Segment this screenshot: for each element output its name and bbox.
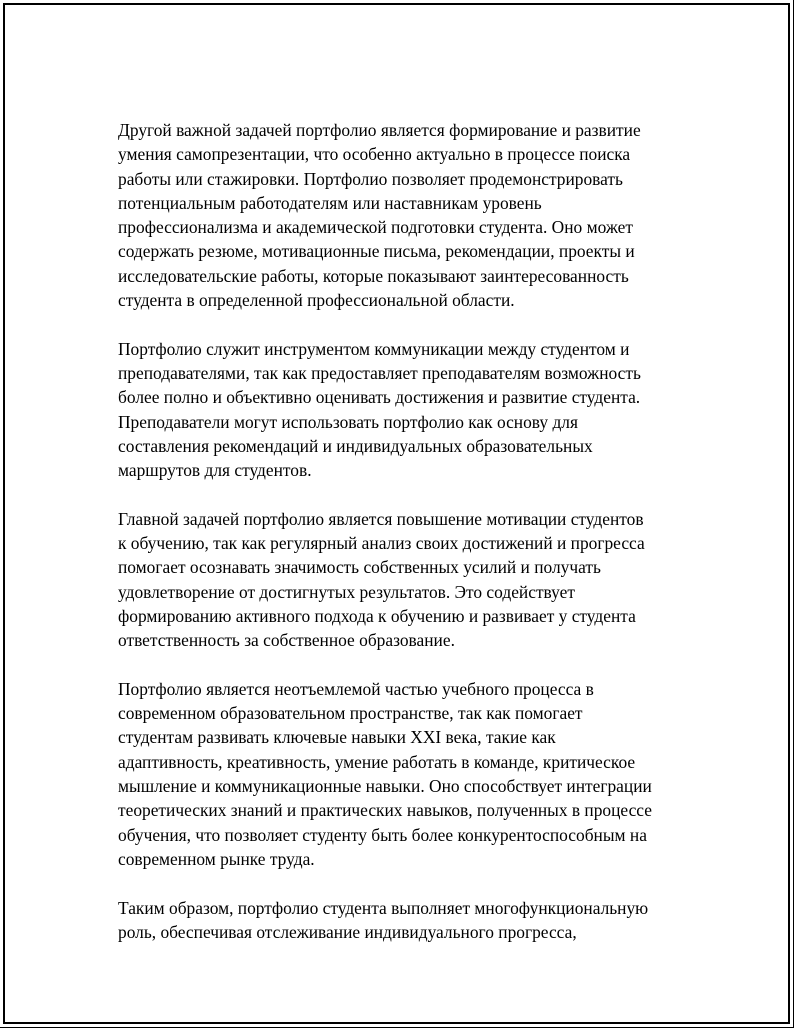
text-line: Таким образом, портфолио студента выполняет многофункциональную <box>118 897 649 918</box>
text-line: к обучению, так как регулярный анализ своих достижений и прогресса <box>118 533 645 554</box>
text-line: современном рынке труда. <box>118 848 315 869</box>
text-line: работы или стажировки. Портфолио позволяет продемонстрировать <box>118 168 623 189</box>
text-line: маршрутов для студентов. <box>118 460 312 481</box>
text-line: преподавателями, так как предоставляет преподавателям возможность <box>118 362 641 383</box>
text-line: помогает осознавать значимость собственных усилий и получать <box>118 557 601 578</box>
text-line: умения самопрезентации, что особенно актуально в процессе поиска <box>118 144 631 165</box>
paragraph-2 <box>118 337 688 483</box>
text-line: студентам развивать ключевые навыки XXI века, такие как <box>118 727 556 748</box>
text-line: современном образовательном пространстве, так как помогает <box>118 703 583 724</box>
text-line: ответственность за собственное образование. <box>118 630 455 651</box>
text-line: Портфолио служит инструментом коммуникации между студентом и <box>118 338 630 359</box>
text-line: адаптивность, креативность, умение работать в команде, критическое <box>118 751 636 772</box>
text-line: студента в определенной профессиональной области. <box>118 290 515 311</box>
text-line: удовлетворение от достигнутых результатов. Это содействует <box>118 581 575 602</box>
text-line: потенциальным работодателям или наставникам уровень <box>118 192 542 213</box>
text-line: мышление и коммуникационные навыки. Оно способствует интеграции <box>118 776 652 797</box>
text-line: составления рекомендаций и индивидуальных образовательных <box>118 435 593 456</box>
text-line: Главной задачей портфолио является повышение мотивации студентов <box>118 508 644 529</box>
document-body <box>118 118 688 944</box>
paragraph-4 <box>118 677 688 871</box>
text-line: обучения, что позволяет студенту быть более конкурентоспособным на <box>118 824 647 845</box>
paragraph-1 <box>118 118 688 312</box>
text-line: профессионализма и академической подготовки студента. Оно может <box>118 217 633 238</box>
text-line: Преподаватели могут использовать портфолио как основу для <box>118 411 578 432</box>
paragraph-3 <box>118 507 688 653</box>
text-line: Портфолио является неотъемлемой частью учебного процесса в <box>118 678 594 699</box>
text-line: Другой важной задачей портфолио является формирование и развитие <box>118 120 641 140</box>
text-line: более полно и объективно оценивать достижения и развитие студента. <box>118 387 641 408</box>
text-line: роль, обеспечивая отслеживание индивидуального прогресса, <box>118 921 577 942</box>
paragraph-5 <box>118 896 688 945</box>
text-line: содержать резюме, мотивационные письма, рекомендации, проекты и <box>118 241 635 262</box>
text-line: исследовательские работы, которые показывают заинтересованность <box>118 265 629 286</box>
text-line: формированию активного подхода к обучению и развивает у студента <box>118 605 636 626</box>
text-line: теоретических знаний и практических навыков, полученных в процессе <box>118 800 652 821</box>
